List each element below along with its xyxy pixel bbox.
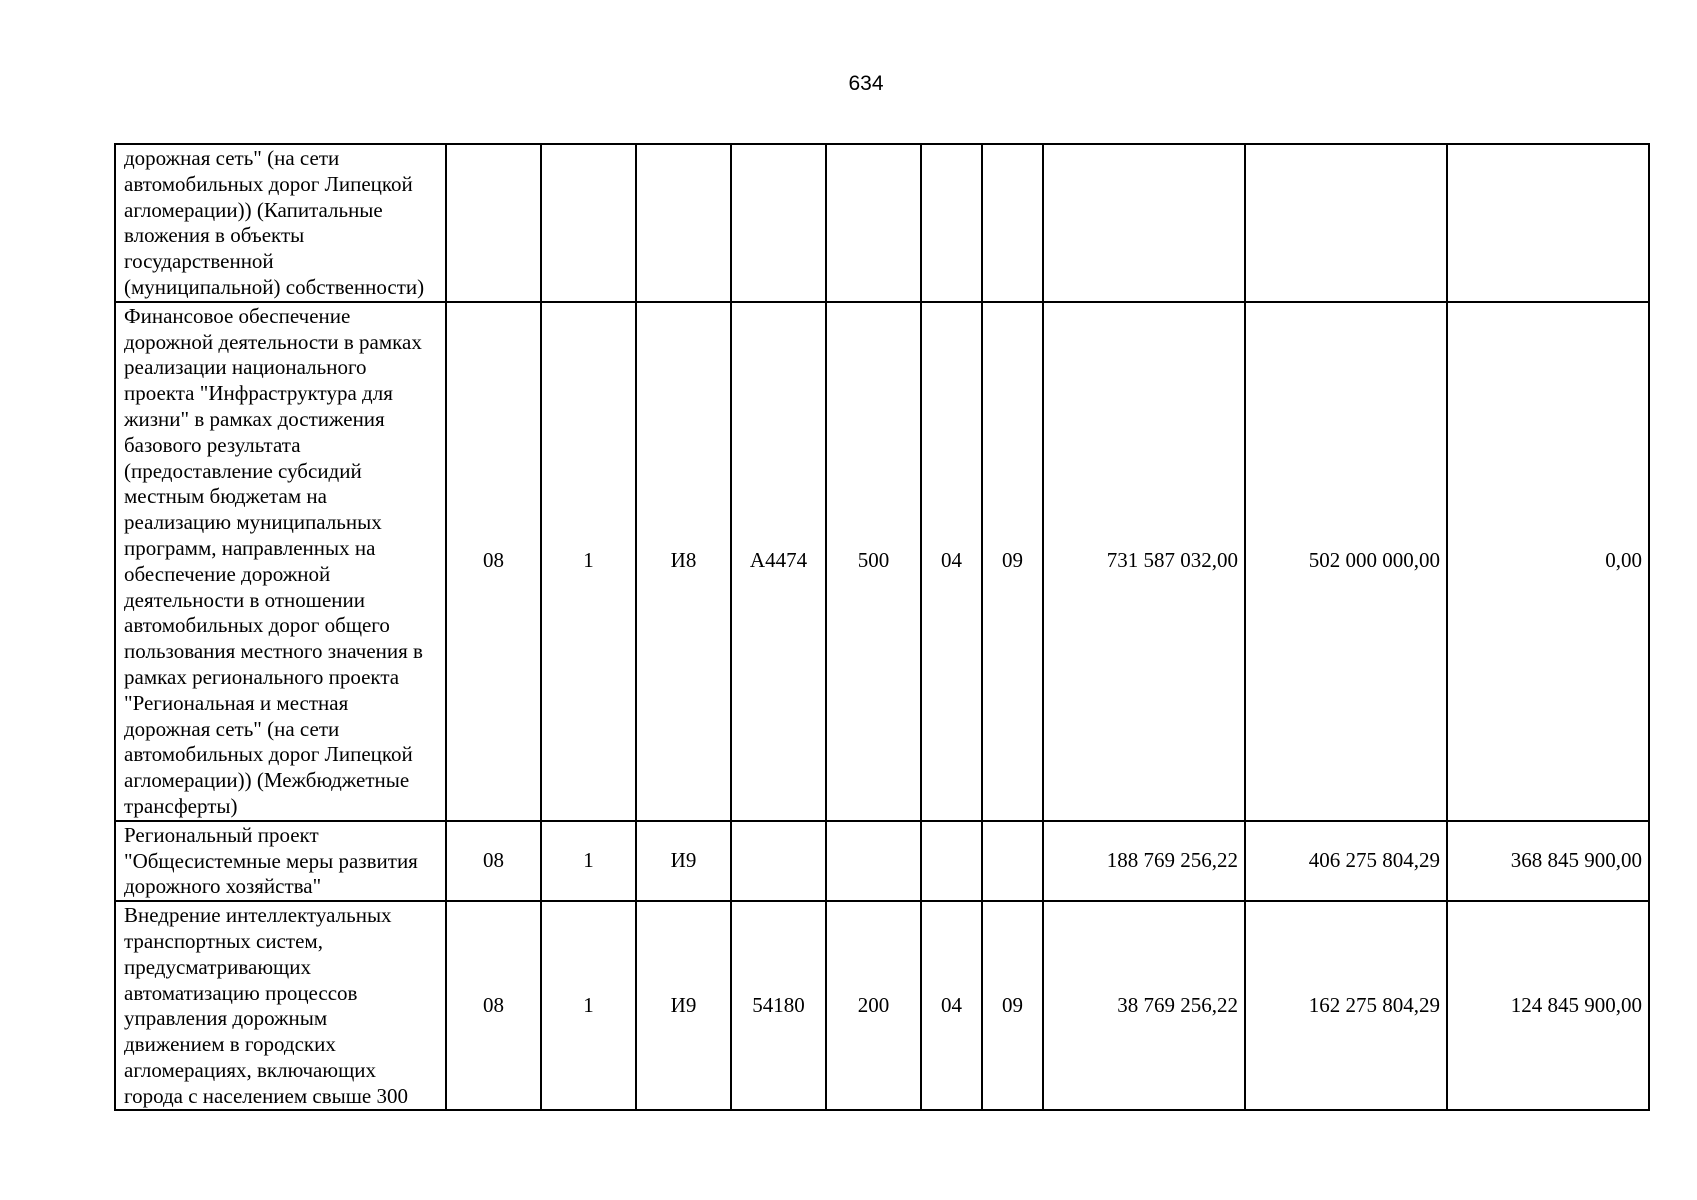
direction-code-cell: 54180 (731, 901, 826, 1110)
row-name-cell: дорожная сеть" (на сети автомобильных дорог Липецкой агломерации)) (Капитальные вложения в объекты государственной (муниципальной) собственности) (115, 144, 446, 302)
table-row (115, 302, 1649, 821)
row-name-cell: Региональный проект "Общесистемные меры развития дорожного хозяйства" (115, 821, 446, 901)
subprogram-code-cell: 1 (541, 302, 636, 821)
budget-table (114, 143, 1650, 1111)
subsection-cell: 09 (982, 901, 1043, 1110)
expense-type-cell: 500 (826, 302, 921, 821)
amount-year-1-cell: 188 769 256,22 (1043, 821, 1245, 901)
program-code-cell: 08 (446, 821, 541, 901)
section-cell (921, 144, 982, 302)
row-name-cell: Финансовое обеспечение дорожной деятельности в рамках реализации национального проекта "Инфраструктура для жизни" в рамках достижения базового результата (предоставление субсидий местным бюджетам на реализацию муниципальных программ, направленных на обеспечение дорожной деятельности в отношении автомобильных дорог общего пользования местного значения в рамках регионального проекта "Региональная и местная дорожная сеть" (на сети автомобильных дорог Липецкой агломерации)) (Межбюджетные трансферты) (115, 302, 446, 821)
amount-year-2-cell: 406 275 804,29 (1245, 821, 1447, 901)
project-code-cell: И8 (636, 302, 731, 821)
amount-year-3-cell: 368 845 900,00 (1447, 821, 1649, 901)
project-code-cell: И9 (636, 901, 731, 1110)
amount-year-2-cell: 502 000 000,00 (1245, 302, 1447, 821)
section-cell: 04 (921, 901, 982, 1110)
amount-year-1-cell (1043, 144, 1245, 302)
page-number: 634 (848, 72, 884, 95)
direction-code-cell: А4474 (731, 302, 826, 821)
amount-year-2-cell: 162 275 804,29 (1245, 901, 1447, 1110)
subsection-cell (982, 144, 1043, 302)
table-row (115, 901, 1649, 1110)
program-code-cell (446, 144, 541, 302)
project-code-cell (636, 144, 731, 302)
program-code-cell: 08 (446, 901, 541, 1110)
subsection-cell: 09 (982, 302, 1043, 821)
amount-year-1-cell: 38 769 256,22 (1043, 901, 1245, 1110)
amount-year-3-cell: 124 845 900,00 (1447, 901, 1649, 1110)
table-row (115, 821, 1649, 901)
section-cell (921, 821, 982, 901)
row-name-cell: Внедрение интеллектуальных транспортных систем, предусматривающих автоматизацию процессов управления дорожным движением в городских агломерациях, включающих города с населением свыше 300 (115, 901, 446, 1110)
expense-type-cell (826, 821, 921, 901)
amount-year-3-cell (1447, 144, 1649, 302)
expense-type-cell (826, 144, 921, 302)
project-code-cell: И9 (636, 821, 731, 901)
expense-type-cell: 200 (826, 901, 921, 1110)
program-code-cell: 08 (446, 302, 541, 821)
amount-year-2-cell (1245, 144, 1447, 302)
section-cell: 04 (921, 302, 982, 821)
subsection-cell (982, 821, 1043, 901)
table-row (115, 144, 1649, 302)
direction-code-cell (731, 821, 826, 901)
subprogram-code-cell: 1 (541, 821, 636, 901)
amount-year-1-cell: 731 587 032,00 (1043, 302, 1245, 821)
amount-year-3-cell: 0,00 (1447, 302, 1649, 821)
subprogram-code-cell: 1 (541, 901, 636, 1110)
subprogram-code-cell (541, 144, 636, 302)
direction-code-cell (731, 144, 826, 302)
